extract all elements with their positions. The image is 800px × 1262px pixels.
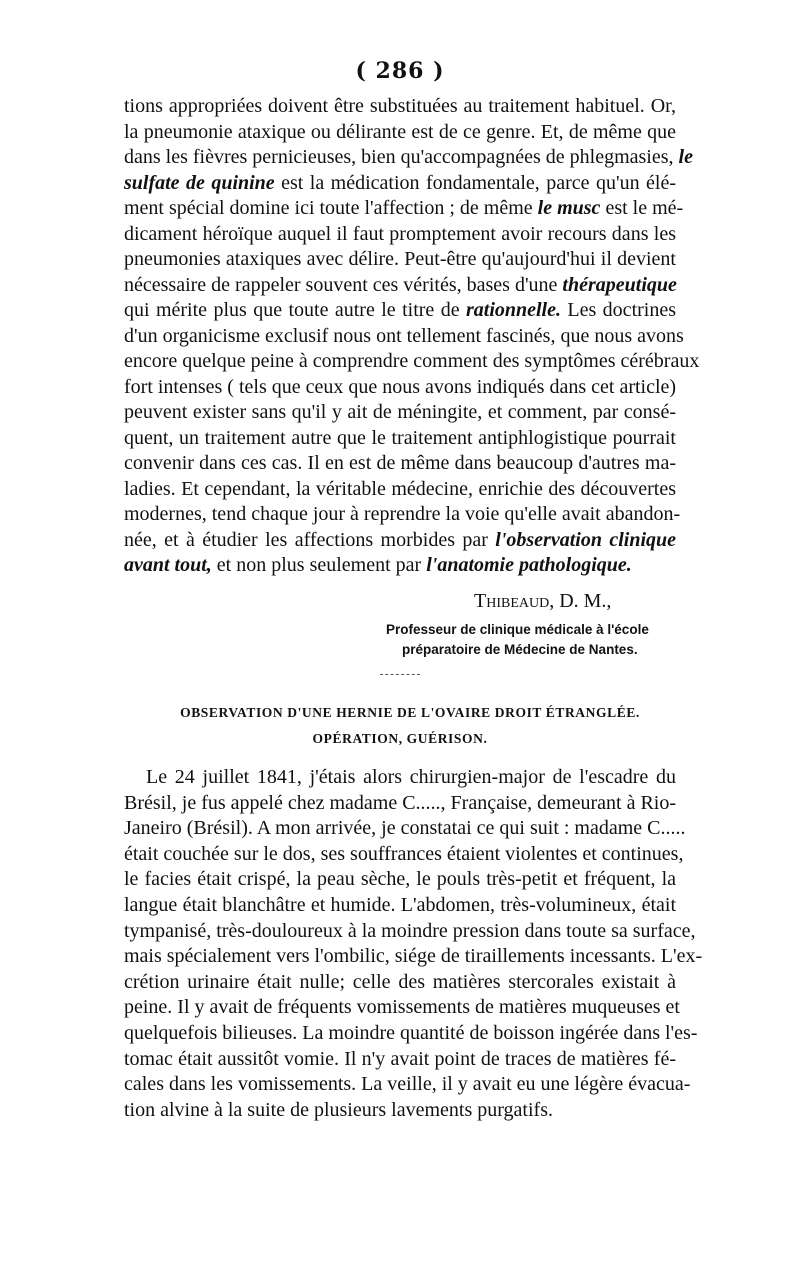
text-line: convenir dans ces cas. Il en est de même dans beaucoup d'autres ma- — [124, 452, 676, 474]
text-line: peine. Il y avait de fréquents vomissements de matières muqueuses et — [124, 996, 680, 1019]
text-line: tympanisé, très-douloureux à la moindre pression dans toute sa surface, — [124, 919, 696, 942]
text-line: langue était blanchâtre et humide. L'abdomen, très-volumineux, était — [124, 893, 676, 916]
text-line: Le 24 juillet 1841, j'étais alors chirurgien-major de l'escadre du — [146, 766, 676, 788]
text-line: la pneumonie ataxique ou délirante est de ce genre. Et, de même que — [124, 120, 676, 143]
text-line: tions appropriées doivent être substituées au traitement habituel. Or, — [124, 95, 676, 117]
author-name: Thibeaud, D. M., — [474, 590, 612, 612]
text-line: Brésil, je fus appelé chez madame C....., Française, demeurant à Rio- — [124, 791, 677, 814]
text-line: encore quelque peine à comprendre comment des symptômes cérébraux — [124, 350, 700, 372]
text-line: peuvent exister sans qu'il y ait de méningite, et comment, par consé- — [124, 401, 676, 423]
text-line: quelquefois bilieuses. La moindre quantité de boisson ingérée dans l'es- — [124, 1021, 698, 1044]
text-line: le facies était crispé, la peau sèche, le pouls très-petit et fréquent, la — [124, 868, 676, 891]
text-line: ladies. Et cependant, la véritable médecine, enrichie des découvertes — [124, 477, 676, 500]
text-line: nécessaire de rappeler souvent ces vérités, bases d'une thérapeutique — [124, 273, 677, 296]
text-line: qui mérite plus que toute autre le titre de rationnelle. Les doctrines — [124, 299, 676, 321]
paragraph-observation — [124, 765, 703, 1123]
text-line: sulfate de quinine est la médication fondamentale, parce qu'un élé- — [124, 171, 676, 194]
text-line: pneumonies ataxiques avec délire. Peut-être qu'aujourd'hui il devient — [124, 248, 676, 270]
text-line: dans les fièvres pernicieuses, bien qu'accompagnées de phlegmasies, le — [124, 146, 693, 168]
text-line: tomac était aussitôt vomie. Il n'y avait point de traces de matières fé- — [124, 1047, 676, 1070]
text-line: crétion urinaire était nulle; celle des matières stercorales existait à — [124, 970, 676, 993]
section-divider — [380, 674, 420, 675]
text-line: modernes, tend chaque jour à reprendre la voie qu'elle avait abandon- — [124, 503, 681, 525]
text-line: d'un organicisme exclusif nous ont tellement fascinés, que nous avons — [124, 324, 684, 347]
text-line: née, et à étudier les affections morbides par l'observation clinique — [124, 528, 676, 551]
article-heading — [0, 700, 800, 752]
text-line: fort intenses ( tels que ceux que nous avons indiqués dans cet article) — [124, 375, 677, 398]
heading-line: OPÉRATION, GUÉRISON. — [312, 731, 488, 746]
text-line: dicament héroïque auquel il faut promptement avoir recours dans les — [124, 222, 676, 245]
author-title — [386, 620, 649, 660]
text-line: cales dans les vomissements. La veille, il y avait eu une légère évacua- — [124, 1073, 691, 1096]
text-line: quent, un traitement autre que le traitement antiphlogistique pourrait — [124, 426, 676, 449]
text-line: mais spécialement vers l'ombilic, siége de tiraillements incessants. L'ex- — [124, 945, 703, 968]
heading-line: OBSERVATION D'UNE HERNIE DE L'OVAIRE DROIT ÉTRANGLÉE. — [180, 705, 640, 720]
text-line: ment spécial domine ici toute l'affection ; de même le musc est le mé- — [124, 197, 684, 219]
author-title-line: Professeur de clinique médicale à l'école — [386, 622, 649, 637]
page-number: ( 286 ) — [355, 58, 445, 84]
author-title-line: préparatoire de Médecine de Nantes. — [402, 642, 638, 657]
paragraph-conclusion — [124, 94, 700, 579]
text-line: était couchée sur le dos, ses souffrances étaient violentes et continues, — [124, 842, 684, 865]
text-line: avant tout, et non plus seulement par l'anatomie pathologique. — [124, 554, 632, 576]
text-line: Janeiro (Brésil). A mon arrivée, je constatai ce qui suit : madame C..... — [124, 817, 686, 840]
text-line: tion alvine à la suite de plusieurs lavements purgatifs. — [124, 1098, 553, 1121]
